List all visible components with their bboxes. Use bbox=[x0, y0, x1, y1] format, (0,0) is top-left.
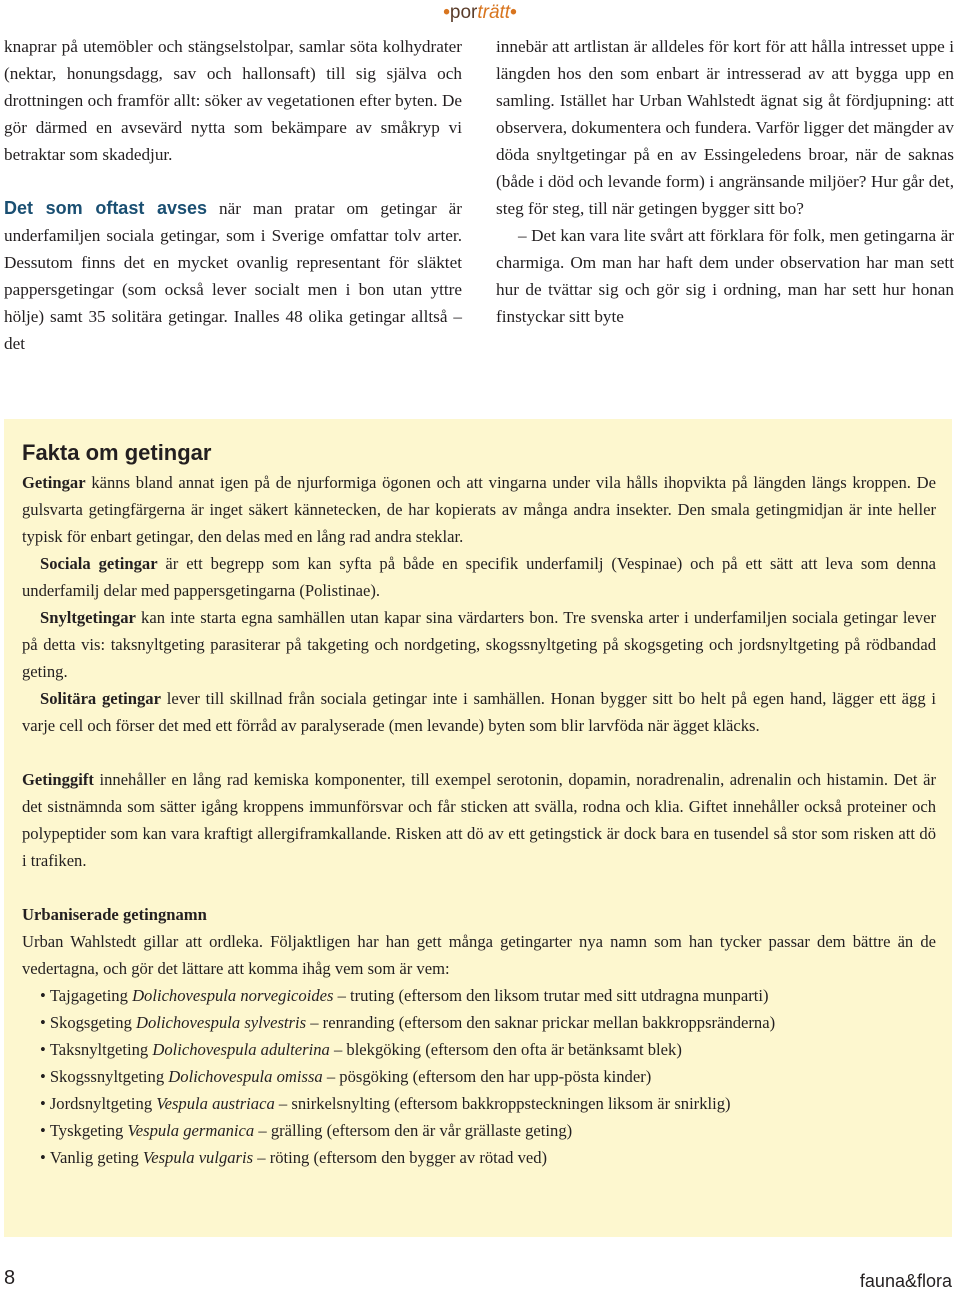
fact-term-sociala: Sociala getingar bbox=[40, 554, 158, 573]
names-intro: Urban Wahlstedt gillar att ordleka. Följaktligen har han gett många getingarter nya namn som han tycker passar dem bättre än de vedertagna, och gör det lättare att komma ihåg vem som är vem: bbox=[22, 932, 936, 978]
names-heading-text: Urbaniserade getingnamn bbox=[22, 905, 207, 924]
species-nickname: – pösgöking (eftersom den har upp-pösta kinder) bbox=[322, 1067, 652, 1086]
species-latin-name: Vespula germanica bbox=[127, 1121, 255, 1140]
fact-paragraph-getingar bbox=[22, 469, 936, 550]
left-paragraph-2 bbox=[4, 195, 462, 357]
fact-text-solitara: lever till skillnad från sociala getingar inte i samhällen. Honan bygger sitt bo helt på egen hand, lägger ett ägg i varje cell och förser det med ett förråd av paralyserade (men levande) byten som blir larvföda när ägget kläcks. bbox=[22, 689, 936, 735]
species-nickname: – röting (eftersom den bygger av rötad ved) bbox=[253, 1148, 548, 1167]
bullet-icon: • bbox=[40, 1148, 46, 1167]
fact-text-sociala: är ett begrepp som kan syfta på både en specifik underfamilj (Vespinae) och på ett sätt att leva som denna underfamilj delar med pappersgetingarna (Polistinae). bbox=[22, 554, 936, 600]
bullet-icon: • bbox=[40, 1067, 46, 1086]
fact-paragraph-solitara bbox=[22, 685, 936, 739]
bullet-icon: • bbox=[40, 1094, 46, 1113]
right-paragraph-2: – Det kan vara lite svårt att förklara för folk, men getingarna är charmiga. Om man har haft dem under observation har man sett hur de tvättar sig och gör sig i ordning, man har sett hur honan finstyckar sitt byte bbox=[496, 226, 954, 326]
left-paragraph-1: knaprar på utemöbler och stängselstolpar, samlar söta kolhydrater (nektar, honungsdagg, sav och hallonsaft) till sig själva och drottningen och framför allt: söker av vegetationen efter byten. De gör därmed en avsevärd nytta som bekämpare av småkryp vi betraktar som skadedjur. bbox=[4, 37, 462, 164]
names-heading bbox=[22, 901, 936, 928]
left-paragraph-2-text: när man pratar om getingar är underfamiljen sociala getingar, som i Sverige omfattar tolv arter. Dessutom finns det en mycket ovanlig representant för släktet pappersgetingar (som också lever socialt men i bon utan yttre hölje) samt 35 solitära getingar. Inalles 48 olika getingar alltså – det bbox=[4, 199, 462, 353]
fact-paragraph-gift bbox=[22, 766, 936, 874]
right-column bbox=[496, 33, 954, 330]
bullet-icon: • bbox=[40, 986, 46, 1005]
page-number: 8 bbox=[4, 1267, 16, 1289]
species-latin-name: Dolichovespula adulterina bbox=[152, 1040, 330, 1059]
names-list-item bbox=[40, 1117, 936, 1144]
fact-text-getingar: känns bland annat igen på de njurformiga ögonen och att vingarna under vila hålls ihopvikta på längden längs kroppen. De gulsvarta getingfärgerna är inget säkert kännetecken, de har kopierats av många andra insekter. Den smala getingmidjan är inte heller typisk för enbart getingar, den delas med en lång rad andra steklar. bbox=[22, 473, 936, 546]
species-latin-name: Vespula austriaca bbox=[156, 1094, 275, 1113]
species-common-name: Tajgageting bbox=[49, 986, 133, 1005]
names-list-item bbox=[40, 1063, 936, 1090]
names-list-item bbox=[40, 1009, 936, 1036]
species-common-name: Skogsgeting bbox=[49, 1013, 137, 1032]
header-section-plain: por bbox=[449, 2, 478, 23]
fact-box bbox=[4, 419, 952, 1237]
fact-text-gift: innehåller en lång rad kemiska komponenter, till exempel serotonin, dopamin, noradrenalin, adrenalin och histamin. Det är det sistnämnda som sätter igång kroppens immunförsvar och får sticken att svälla, rodna och klia. Giftet innehåller också proteiner och polypeptider som kan vara kraftigt allergiframkallande. Risken att dö av ett getingstick är dock bara en tusendel så stor som risken att dö i trafiken. bbox=[22, 770, 936, 870]
fact-term-snylt: Snyltgetingar bbox=[40, 608, 136, 627]
species-common-name: Jordsnyltgeting bbox=[49, 1094, 157, 1113]
magazine-brand: fauna&flora bbox=[859, 1271, 952, 1291]
header-section-accent: trätt bbox=[477, 2, 511, 23]
species-latin-name: Dolichovespula norvegicoides bbox=[132, 986, 334, 1005]
fact-paragraph-sociala bbox=[22, 550, 936, 604]
header-dot-right: • bbox=[510, 2, 517, 23]
species-nickname: – truting (eftersom den liksom trutar med sitt utdragna munparti) bbox=[333, 986, 769, 1005]
left-column bbox=[4, 33, 462, 357]
species-nickname: – renranding (eftersom den saknar prickar mellan bakkroppsränderna) bbox=[306, 1013, 776, 1032]
species-latin-name: Dolichovespula omissa bbox=[168, 1067, 323, 1086]
names-list-item bbox=[40, 1144, 936, 1171]
species-nickname: – grälling (eftersom den är vår grällaste geting) bbox=[254, 1121, 573, 1140]
species-nickname: – blekgöking (eftersom den ofta är betänksamt blek) bbox=[329, 1040, 682, 1059]
fact-paragraph-snylt bbox=[22, 604, 936, 685]
species-latin-name: Vespula vulgaris bbox=[142, 1148, 254, 1167]
left-paragraph-2-lead: Det som oftast avses bbox=[4, 198, 208, 218]
names-list-item bbox=[40, 982, 936, 1009]
names-list-item bbox=[40, 1036, 936, 1063]
fact-term-gift: Getinggift bbox=[22, 770, 94, 789]
species-common-name: Vanlig geting bbox=[49, 1148, 143, 1167]
header-dot-left: • bbox=[443, 2, 450, 23]
species-nickname: – snirkelsnylting (eftersom bakkroppsteckningen liksom är snirklig) bbox=[274, 1094, 731, 1113]
fact-term-solitara: Solitära getingar bbox=[40, 689, 161, 708]
names-list bbox=[22, 982, 936, 1171]
fact-text-snylt: kan inte starta egna samhällen utan kapar sina värdarters bon. Tre svenska arter i underfamiljen sociala getingar lever på detta vis: taksnyltgeting parasiterar på takgeting och nordgeting, skogssnyltgeting på skogsgeting och jordsnyltgeting på rödbandad geting. bbox=[22, 608, 936, 681]
species-latin-name: Dolichovespula sylvestris bbox=[136, 1013, 307, 1032]
fact-box-title: Fakta om getingar bbox=[22, 440, 212, 465]
species-common-name: Taksnyltgeting bbox=[49, 1040, 153, 1059]
bullet-icon: • bbox=[40, 1121, 46, 1140]
species-common-name: Tyskgeting bbox=[49, 1121, 128, 1140]
section-header bbox=[0, 0, 960, 26]
bullet-icon: • bbox=[40, 1040, 46, 1059]
species-common-name: Skogssnyltgeting bbox=[49, 1067, 169, 1086]
bullet-icon: • bbox=[40, 1013, 46, 1032]
right-paragraph-1: innebär att artlistan är alldeles för kort för att hålla intresset uppe i längden hos den som enbart är intresserad av att bygga upp en samling. Istället har Urban Wahlstedt ägnat sig åt fördjupning: att observera, dokumentera och fundera. Varför ligger det mängder av döda snyltgetingar på en av Essingeledens broar, när de saknas (både i död och levande form) i angränsande miljöer? Hur går det, steg för steg, till när getingen bygger sitt bo? bbox=[496, 37, 954, 218]
names-list-item bbox=[40, 1090, 936, 1117]
fact-term-getingar: Getingar bbox=[22, 473, 86, 492]
